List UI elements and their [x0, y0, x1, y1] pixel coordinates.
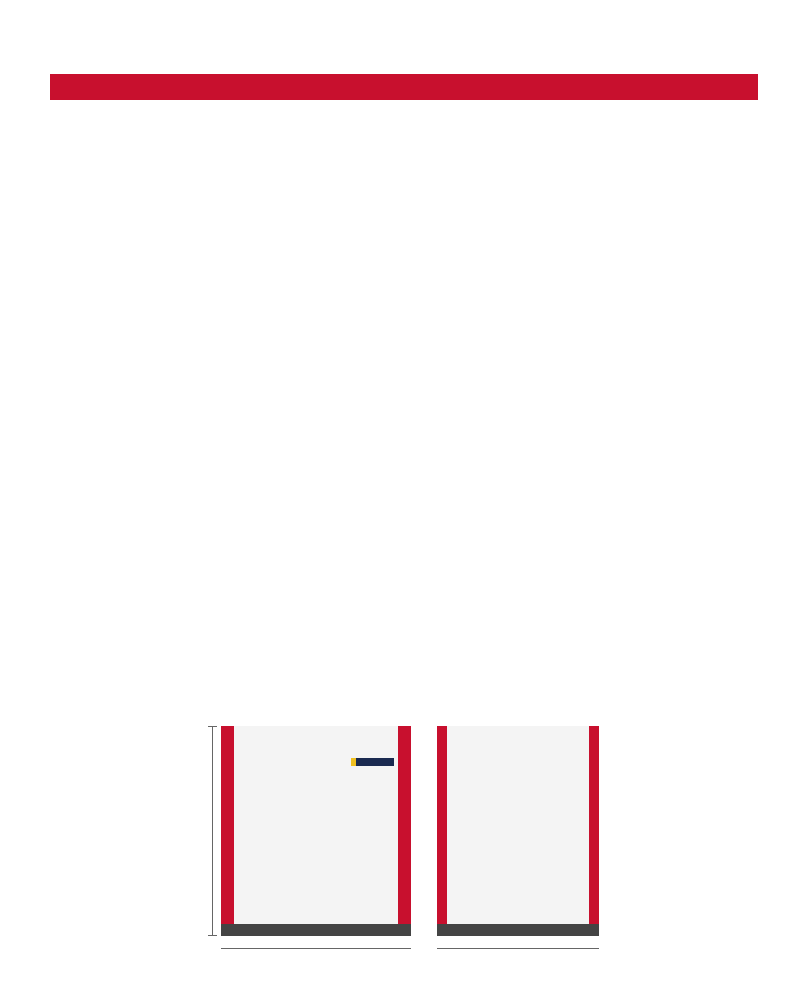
front-base-plinth: [221, 924, 411, 936]
side-left-panel-stripe: [437, 726, 447, 924]
width-dimension-line: [437, 948, 599, 949]
front-right-panel-stripe: [398, 726, 411, 924]
features-header: [50, 74, 758, 100]
height-dimension-line: [212, 726, 213, 936]
side-right-panel-stripe: [589, 726, 599, 924]
side-base-plinth: [437, 924, 599, 936]
height-dimension-tick-bottom: [208, 935, 217, 936]
compressor-front-view: [221, 726, 411, 936]
compressor-side-view: [437, 726, 599, 936]
height-dimension-tick-top: [208, 726, 217, 727]
length-dimension-line: [221, 948, 411, 949]
front-left-panel-stripe: [221, 726, 234, 924]
control-panel-display: [351, 758, 394, 766]
